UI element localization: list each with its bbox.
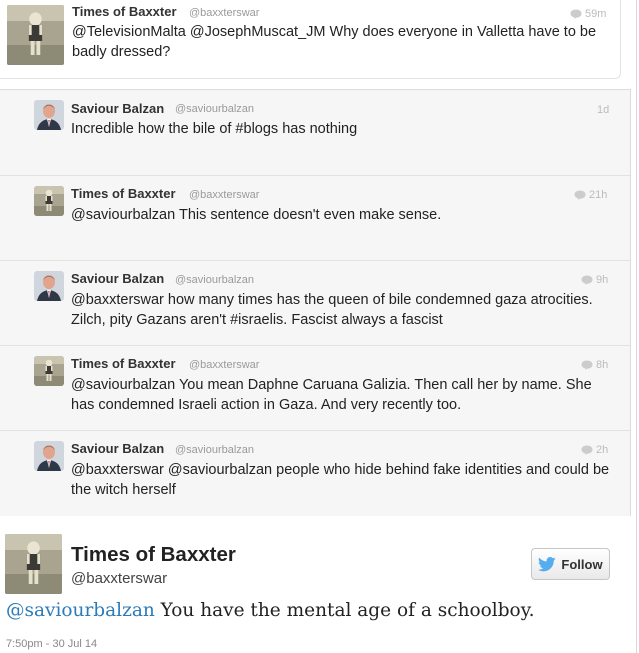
tweet-time-label: 21h [589,189,608,201]
focused-tweet-text [6,600,535,621]
scroll-edge [636,0,637,653]
reply-bubble-icon [581,275,593,285]
conversation-tweet[interactable] [0,260,630,346]
tweet-text: @saviourbalzan You mean Daphne Caruana Galizia. Then call her by name. She has condemned Israeli action in Gaza. And very recently too. [71,377,592,413]
tweet-time-label: 9h [596,274,609,286]
author-handle[interactable]: @baxxterswar [189,359,260,371]
mention-link[interactable]: @saviourbalzan [6,600,155,621]
author-handle[interactable]: @baxxterswar [189,189,260,201]
reply-bubble-icon [570,9,582,19]
tweet-text: @baxxterswar @saviourbalzan people who hide behind fake identities and could be the witch herself [71,462,610,498]
author-handle[interactable]: @saviourbalzan [175,103,255,115]
reply-bubble-icon [581,445,593,455]
tweet-time-label: 2h [596,444,609,456]
twitter-bird-icon [538,557,556,572]
conversation-tweet[interactable] [0,430,630,516]
tweet-text: @saviourbalzan This sentence doesn't even make sense. [71,207,442,223]
tweet-time[interactable] [581,274,608,286]
top-tweet[interactable] [0,0,621,79]
author-name[interactable]: Saviour Balzan [71,441,165,456]
tweet-text: Incredible how the bile of #blogs has nothing [71,121,358,137]
author-name[interactable]: Times of Baxxter [71,356,176,371]
follow-label: Follow [561,556,603,572]
reply-bubble-icon [574,190,586,200]
focused-author-name[interactable]: Times of Baxxter [71,543,236,566]
conversation-tweet[interactable] [0,345,630,431]
schoolboy-photo-avatar[interactable] [34,186,64,216]
focused-tweet-body: You have the mental age of a schoolboy. [154,600,535,621]
schoolboy-photo-avatar[interactable] [34,356,64,386]
schoolboy-photo-avatar[interactable] [7,5,64,65]
focused-author-handle[interactable]: @baxxterswar [71,570,168,587]
conversation-tweet[interactable] [0,175,630,261]
tweet-text: @TelevisionMalta @JosephMuscat_JM Why does everyone in Valletta have to be badly dressed? [72,24,597,60]
man-in-suit-avatar[interactable] [34,271,64,301]
conversation-thread [0,89,631,517]
focused-tweet-timestamp[interactable]: 7:50pm - 30 Jul 14 [6,638,98,650]
author-handle[interactable]: @saviourbalzan [175,444,255,456]
author-name[interactable]: Saviour Balzan [71,101,165,116]
reply-bubble-icon [581,360,593,370]
tweet-time-label: 59m [585,8,607,20]
follow-button[interactable] [531,548,610,580]
tweet-time-label: 8h [596,359,609,371]
author-name[interactable]: Times of Baxxter [72,4,177,19]
conversation-tweet[interactable] [0,90,630,175]
schoolboy-photo-avatar[interactable] [5,534,62,594]
author-handle[interactable]: @baxxterswar [189,7,260,19]
tweet-time[interactable]: 1d [597,104,610,116]
author-name[interactable]: Saviour Balzan [71,271,165,286]
author-name[interactable]: Times of Baxxter [71,186,176,201]
tweet-text: @baxxterswar how many times has the queen of bile condemned gaza atrocities. Zilch, pity Gazans aren't #israelis. Fascist always a fascist [71,292,593,328]
tweet-time[interactable] [581,359,608,371]
author-handle[interactable]: @saviourbalzan [175,274,255,286]
man-in-suit-avatar[interactable] [34,100,64,130]
tweet-time[interactable] [581,444,608,456]
man-in-suit-avatar[interactable] [34,441,64,471]
tweet-time[interactable] [570,8,606,20]
tweet-time[interactable] [574,189,607,201]
